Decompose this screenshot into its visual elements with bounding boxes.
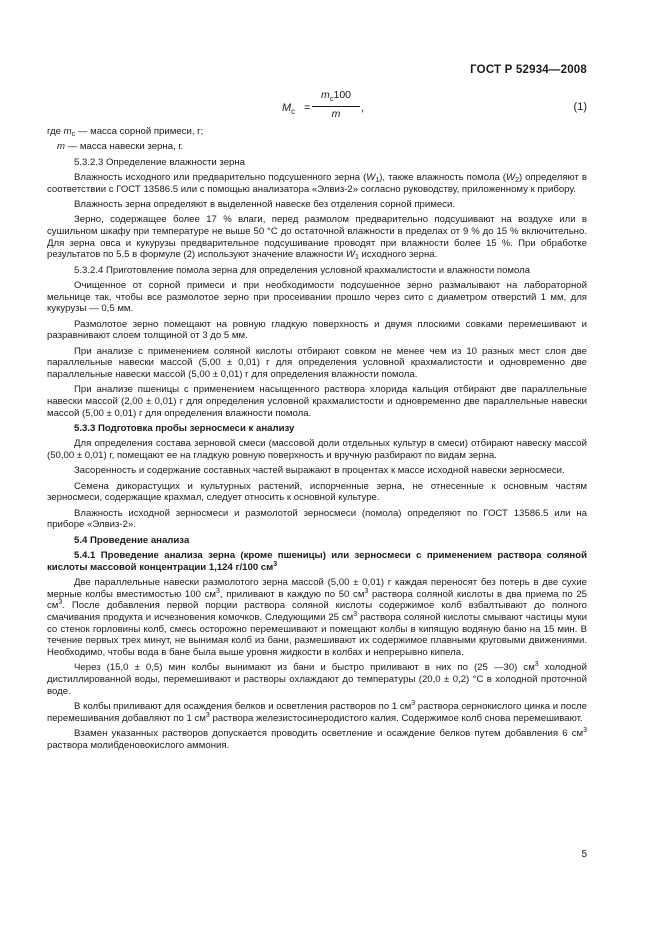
paragraph-wheat-samples: При анализе пшеницы с применением насыщенного раствора хлорида кальция отбирают две параллельные навески массой (2,00 ± 0,01) г для определения условной крахмалистости и одновременно две параллельные навески массой (5,00 ± 0,01) г для определения влажности помола. [47, 384, 587, 419]
paragraph-protein-precipitation: В колбы приливают для осаждения белков и осветления растворов по 1 $см^3$ раствора сернокислого цинка и после перемешивания добавляют по 1 $см^3$ раствора железистосинеродистого калия. Содержимое колб снова перемешивают. [47, 700, 587, 724]
paragraph-moisture-determination: Влажность исходного или предварительно подсушенного зерна $(W_1)$, также влажность помола $(W_2)$ определяют в соответствии с ГОСТ 13586.5 или с помощью анализатора «Элвиз-2» согласно руководству, приложенному к прибору. [47, 171, 587, 195]
paragraph-hcl-samples: При анализе с применением соляной кислоты отбирают совком не менее чем из 10 разных мест слоя две параллельные навески массой (5,00 ± 0,01) г для определения условной крахмалистости и одновременно две параллельные навески массой (5,00 ± 0,01) г для определения влажности помола. [47, 345, 587, 380]
paragraph-mixing: Размолотое зерно помещают на ровную гладкую поверхность и двумя плоскими совками перемешивают и разравнивают слоем толщиной от 3 до 5 мм. [47, 318, 587, 342]
formula-number: (1) [573, 101, 587, 113]
page-number: 5 [581, 849, 587, 860]
paragraph-moisture-sample: Влажность зерна определяют в выделенной навеске без отделения сорной примеси. [74, 198, 455, 210]
formula-comma: , [361, 102, 365, 114]
paragraph-drying: Зерно, содержащее более 17 % влаги, перед размолом предварительно подсушивают на воздухе или в сушильном шкафу при температуре не выше 50 °С до остаточной влажности в пределах от 9 % до 15 % включительно. Для зерна овса и кукурузы предварительное подсушивание проводят при влажности более 15 %. При обработке результатов по 5.5 в формуле (2) используют значение влажности $W_1$ исходного зерна. [47, 214, 587, 262]
paragraph-alternative-reagent: Взамен указанных растворов допускается проводить осветление и осаждение белков путем добавления 6 $см^3$ раствора молибденовокислого аммония. [47, 727, 587, 751]
paragraph-flask-procedure: Две параллельные навески размолотого зерна массой (5,00 ± 0,01) г каждая переносят без потерь в две сухие мерные колбы вместимостью 100 $см^3$, приливают в каждую по 50 $см^3$ раствора соляной кислоты в два приема по 25 $см^3$. После добавления первой порции раствора соляной кислоты содержимое колб взбалтывают до полного смачивания продукта и исчезновения комочков. Следующими 25 $см^3$ раствора соляной кислоты смывают частицы муки со стенок горловины колб, смесь осторожно перемешивают и помещают колбы в кипящую водяную баню на 15 мин. В течение первых трех минут, не вынимая колб из бани, размешивают их содержимое плавными круговыми движениями. Необходимо, чтобы вода в бане была выше уровня жидкости в колбах и непрерывно кипела. [47, 576, 588, 659]
paragraph-cooling: Через (15,0 ± 0,5) мин колбы вынимают из бани и быстро приливают в них по (25 —30) $см^3$ холодной дистиллированной воды, перемешивают и растворы охлаждают до температуры (20,0 ± 0,2) °С в холодной проточной воде. [47, 661, 587, 697]
section-5-4-1-heading: 5.4.1 Проведение анализа зерна (кроме пшеницы) или зерносмеси с применением раствора соляной кислоты массовой концентрации 1,124 г/100 $см^3$ [47, 549, 587, 573]
section-5-3-2-4-heading: 5.3.2.4 Приготовление помола зерна для определения условной крахмалистости и влажности помола [74, 264, 531, 276]
paragraph-mixture-moisture: Влажность исходной зерносмеси и размолотой зерносмеси (помола) определяют по ГОСТ 13586.5 или на приборе «Элвиз-2». [47, 507, 587, 531]
paragraph-grinding: Очищенное от сорной примеси и при необходимости подсушенное зерно размалывают на лабораторной мельнице так, чтобы все размолотое зерно при просеивании прошло через сито с диаметром отверстий 1 мм, для кукурузы — 0,5 мм. [47, 279, 587, 315]
formula-numerator: $m_c100$ [320, 89, 352, 104]
paragraph-seeds: Семена дикорастущих и культурных растений, испорченные зерна, не отнесенные к основным частям зерносмеси, содержащие крахмал, следует относить к основной культуре. [47, 480, 587, 504]
where-line-1: где $m_c$ — масса сорной примеси, г; [47, 126, 204, 138]
section-5-4-heading: 5.4 Проведение анализа [74, 534, 190, 546]
section-5-3-2-3-heading: 5.3.2.3 Определение влажности зерна [74, 156, 246, 168]
formula-denominator: m [331, 108, 341, 120]
paragraph-mixture-composition: Для определения состава зерновой смеси (массовой доли отдельных культур в смеси) отбирают навеску массой (50,00 ± 0,01) г, помещают ее на гладкую ровную поверхность и вручную разбирают по видам зерна. [47, 438, 587, 461]
document-body [47, 126, 587, 755]
fraction-bar [312, 106, 360, 107]
formula-equals: = [304, 102, 311, 114]
formula-1 [0, 88, 661, 128]
where-line-2: m — масса навески зерна, г. [57, 141, 184, 153]
document-standard-id: ГОСТ Р 52934—2008 [470, 64, 587, 76]
paragraph-contamination: Засоренность и содержание составных частей выражают в процентах к массе исходной навески зерносмеси. [74, 465, 565, 477]
section-5-3-3-heading: 5.3.3 Подготовка пробы зерносмеси к анализу [74, 423, 295, 434]
formula-lhs: $M_c$ [282, 102, 296, 117]
